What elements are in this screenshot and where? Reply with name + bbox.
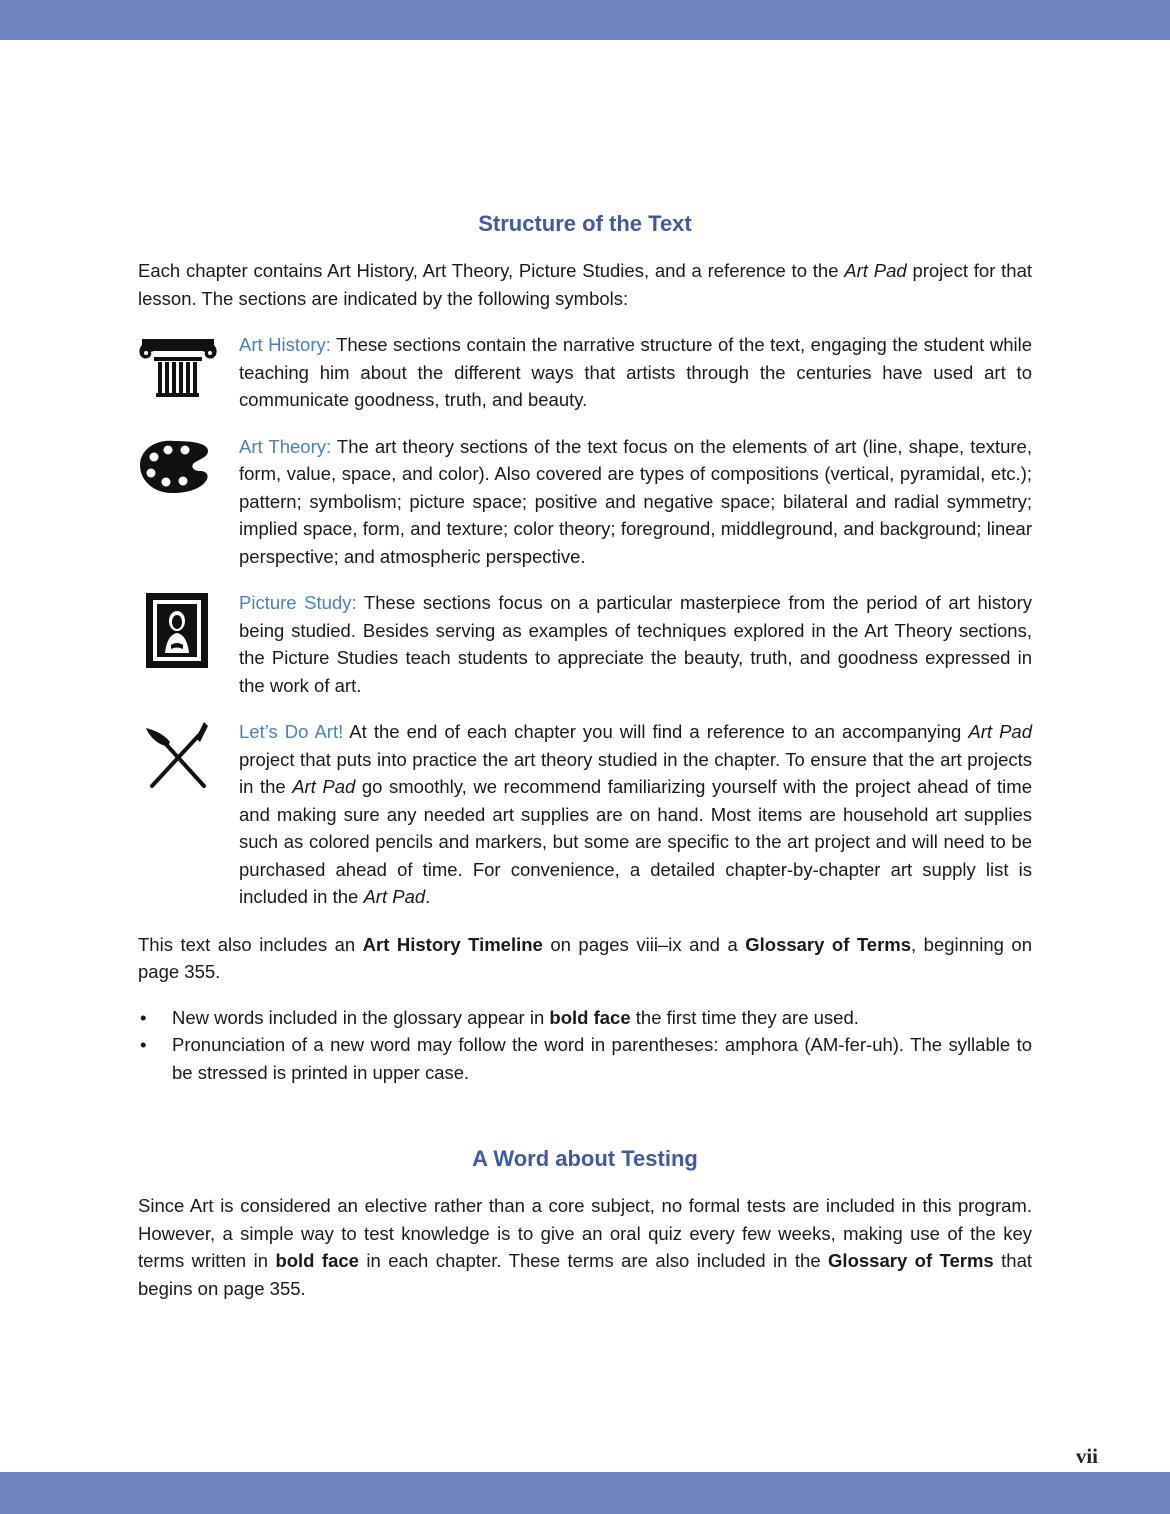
bullet-list	[138, 1004, 1032, 1087]
bold-term: Glossary of Terms	[745, 933, 912, 955]
testing-paragraph	[138, 1192, 1032, 1302]
art-theory-text: The art theory sections of the text focus on the elements of art (line, shape, texture, form, value, space, and color). Also covered are types of compositions (vertical, pyramidal, etc.); pattern; symbolism; picture space; positive and negative space; bilateral and radial symmetry; implied space, form, and texture; color theory; foreground, middleground, and background; linear perspective; and atmospheric perspective.	[239, 435, 1032, 567]
art-theory-paragraph	[239, 433, 1032, 571]
section-art-theory	[138, 433, 1032, 571]
column-icon	[138, 335, 218, 399]
bold-term: bold face	[275, 1250, 359, 1271]
art-history-lead: Art History:	[239, 334, 331, 355]
art-theory-lead: Art Theory:	[239, 435, 332, 457]
lets-do-art-lead: Let’s Do Art!	[239, 721, 344, 742]
art-pad-italic: Art Pad	[292, 776, 356, 797]
heading-testing: A Word about Testing	[472, 1146, 698, 1171]
section-lets-do-art	[138, 718, 1032, 911]
page-content	[138, 205, 1032, 1302]
list-item	[138, 1004, 1032, 1032]
intro-text-end: project for that lesson. The sections are indicated by the following symbols:	[138, 260, 1032, 309]
list-item	[138, 1031, 1032, 1086]
picture-study-text: These sections focus on a particular masterpiece from the period of art history being studied. Besides serving as examples of techniques explored in the Art Theory sections, the Picture Studies teach students to appreciate the beauty, truth, and goodness expressed in the work of art.	[239, 592, 1033, 696]
art-pad-italic: Art Pad	[968, 721, 1033, 742]
bold-term: Glossary of Terms	[828, 1250, 994, 1271]
bold-term: Art History Timeline	[362, 933, 543, 955]
art-pad-italic: Art Pad	[363, 886, 426, 907]
page-number: vii	[1075, 1444, 1098, 1468]
timeline-text: This text also includes an	[138, 933, 363, 955]
top-color-band	[0, 0, 1170, 40]
timeline-text: , beginning on page 355.	[138, 933, 1033, 982]
bullet-text: the first time they are used.	[630, 1006, 859, 1028]
lets-do-art-text-1: At the end of each chapter you will find a reference to an accompanying	[343, 721, 969, 742]
timeline-paragraph	[138, 931, 1032, 986]
intro-paragraph	[138, 257, 1032, 312]
intro-text: Each chapter contains Art History, Art Theory, Picture Studies, and a reference to the	[138, 260, 845, 281]
testing-text: in each chapter. These terms are also included in the	[358, 1250, 829, 1271]
bullet-text: Pronunciation of a new word may follow the word in parentheses: amphora (AM-fer-uh). The syllable to be stressed is printed in upper case.	[172, 1034, 1032, 1083]
art-history-text: These sections contain the narrative structure of the text, engaging the student while teaching him about the different ways that artists through the centuries have used art to communicate goodness, truth, and beauty.	[239, 334, 1032, 410]
bottom-color-band	[0, 1472, 1170, 1514]
palette-icon	[138, 437, 218, 501]
picture-study-lead: Picture Study:	[239, 592, 357, 613]
framed-portrait-icon	[138, 593, 218, 657]
lets-do-art-text-3: go smoothly, we recommend familiarizing yourself with the project ahead of time and making sure any needed art supplies are on hand. Most items are household art supplies such as colored pencils and markers, but some are specific to the art project and will need to be purchased ahead of time. For convenience, a detailed chapter-by-chapter art supply list is included in the	[239, 776, 1032, 907]
picture-study-paragraph	[239, 589, 1032, 699]
testing-text: Since Art is considered an elective rather than a core subject, no formal tests are included in this program. However, a simple way to test knowledge is to give an oral quiz every few weeks, making use of the key terms written in	[138, 1195, 1032, 1271]
lets-do-art-text-4: .	[425, 886, 431, 907]
section-art-history	[138, 331, 1032, 414]
lets-do-art-paragraph	[239, 718, 1032, 911]
lets-do-art-text-2: project that puts into practice the art theory studied in the chapter. To ensure that the art projects in the	[239, 748, 1032, 797]
crossed-brushes-icon	[138, 722, 218, 786]
section-picture-study	[138, 589, 1032, 699]
bullet-text: New words included in the glossary appear in	[172, 1006, 550, 1028]
bold-term: bold face	[549, 1006, 631, 1028]
heading-structure: Structure of the Text	[478, 211, 692, 236]
art-history-paragraph	[239, 331, 1032, 414]
art-pad-italic: Art Pad	[844, 260, 907, 281]
timeline-text: on pages viii–ix and a	[542, 933, 746, 955]
testing-text: that begins on page 355.	[138, 1250, 1033, 1299]
